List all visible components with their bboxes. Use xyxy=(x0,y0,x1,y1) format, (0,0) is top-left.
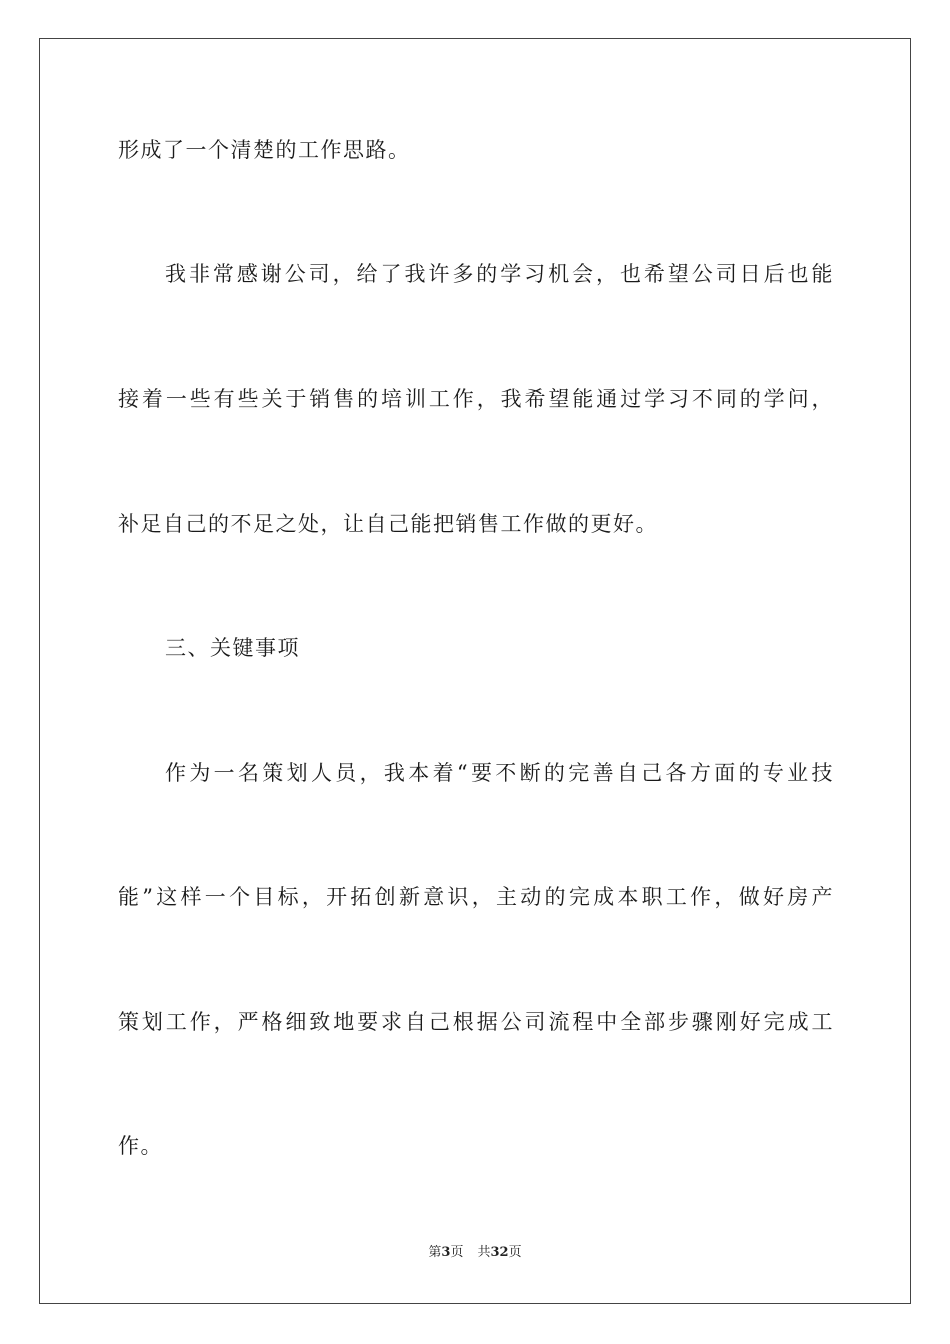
page-footer xyxy=(0,1244,950,1262)
footer-total-suffix: 页 xyxy=(508,1245,522,1260)
section-heading: 三、关键事项 xyxy=(165,636,300,660)
footer-page-suffix: 页 xyxy=(450,1245,464,1260)
footer-page-prefix: 第 xyxy=(428,1245,442,1260)
text-line-3: 接着一些有些关于销售的培训工作，我希望能通过学习不同的学问， xyxy=(118,387,834,411)
text-line-6: 作为一名策划人员，我本着“要不断的完善自己各方面的专业技 xyxy=(165,761,834,785)
footer-page-total: 32 xyxy=(490,1245,509,1260)
text-line-7: 能”这样一个目标，开拓创新意识，主动的完成本职工作，做好房产 xyxy=(118,885,834,909)
text-line-2: 我非常感谢公司，给了我许多的学习机会，也希望公司日后也能 xyxy=(165,262,834,286)
footer-total-prefix: 共 xyxy=(477,1245,491,1260)
footer-page-current: 3 xyxy=(441,1245,451,1260)
text-line-1: 形成了一个清楚的工作思路。 xyxy=(118,138,411,162)
text-line-4: 补足自己的不足之处，让自己能把销售工作做的更好。 xyxy=(118,512,658,536)
page-border xyxy=(39,38,911,1304)
text-line-8: 策划工作，严格细致地要求自己根据公司流程中全部步骤刚好完成工 xyxy=(118,1010,834,1034)
text-line-9: 作。 xyxy=(118,1134,163,1158)
